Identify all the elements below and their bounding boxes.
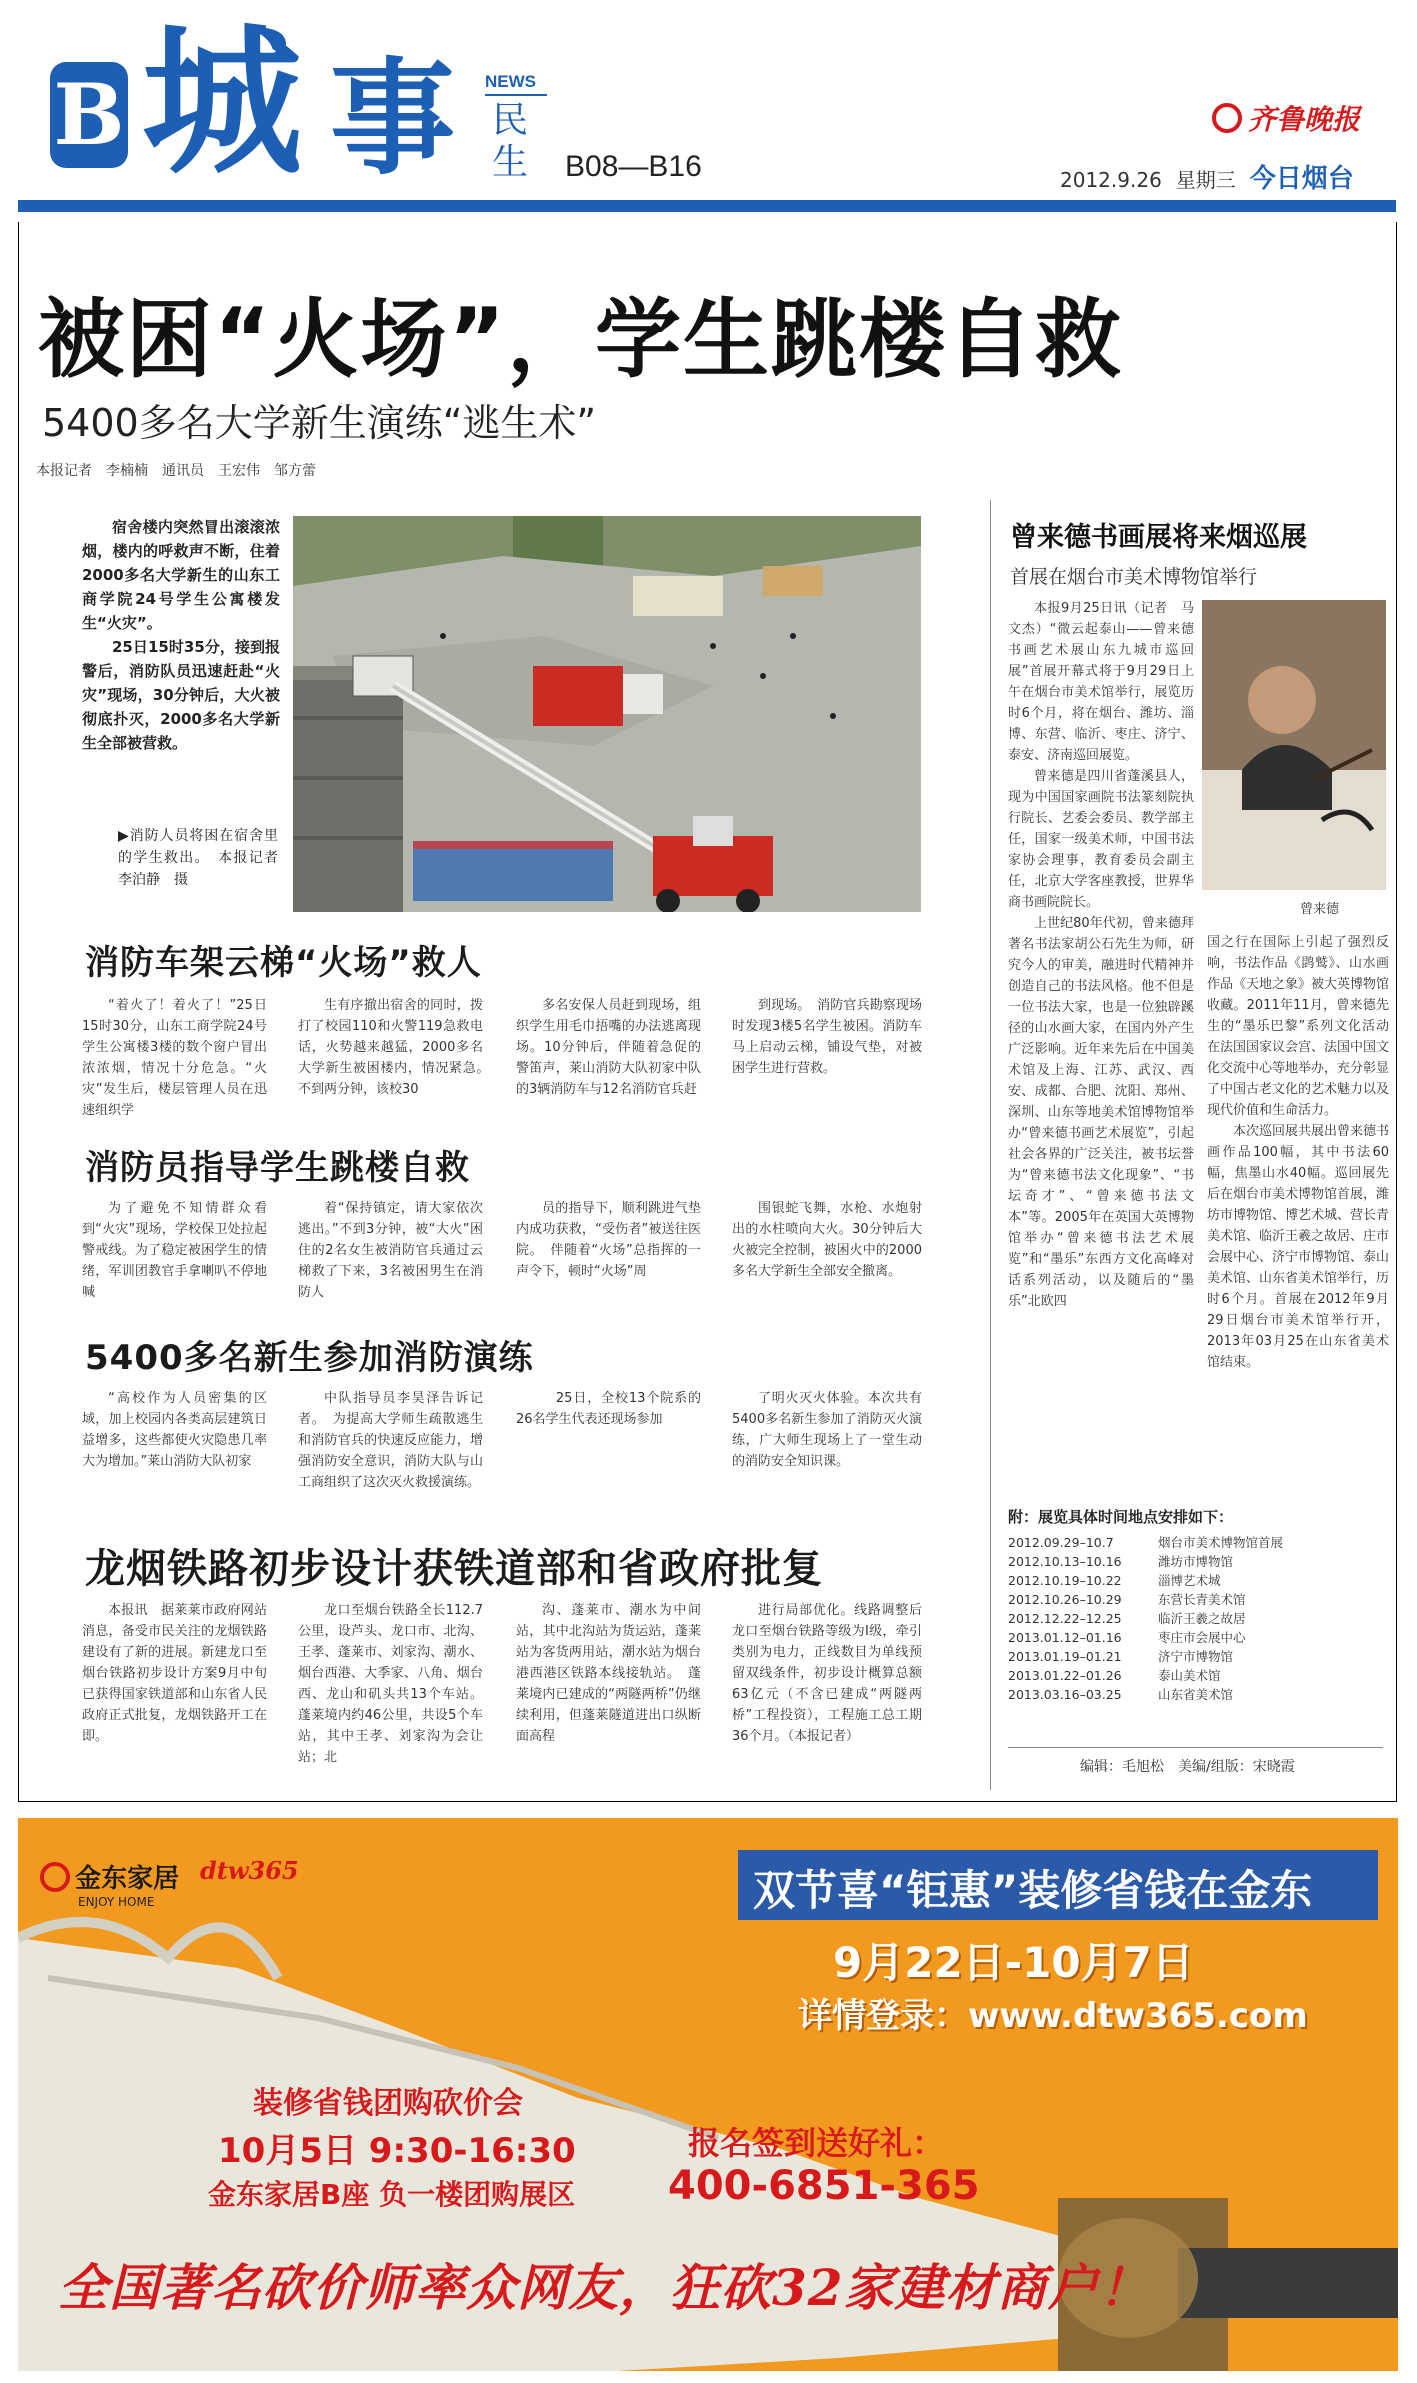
schedule-dates: 2012.09.29–10.7 xyxy=(1008,1535,1114,1550)
section-4-col-3 xyxy=(516,1600,701,1747)
portrait-caption: 曾来德 xyxy=(1300,902,1340,917)
schedule-dates: 2012.10.26–10.29 xyxy=(1008,1592,1122,1607)
section-4-text: 沟、蓬莱市、潮水为中间站，其中北沟站为货运站，蓬莱站为客货两用站，潮水站为烟台港西港区铁路本线接轨站。 蓬莱境内已建成的“两隧两桥”仍继续利用，但蓬莱隧道进出口纵断面高程 xyxy=(516,1603,701,1744)
section-3-text: 中队指导员李昊泽告诉记者。 为提高大学师生疏散逃生和消防官兵的快速反应能力，增强消防安全意识，消防大队与山工商组织了这次灭火救援演练。 xyxy=(298,1391,483,1490)
section-title-2: 事 xyxy=(330,47,455,192)
section-3-col-3 xyxy=(516,1388,701,1430)
brand-english: ENJOY HOME xyxy=(78,1895,155,1909)
lead-subheadline: 5400多名大学新生演练“逃生术” xyxy=(42,401,597,445)
ad-website: 详情登录：www.dtw365.com xyxy=(798,1996,1308,2036)
frame-right xyxy=(1396,222,1397,1802)
schedule-list xyxy=(1008,1533,1378,1704)
issue-date: 2012.9.26 xyxy=(1060,168,1162,192)
schedule-row xyxy=(1008,1590,1378,1609)
logo-icon xyxy=(1212,103,1242,133)
section-badge: B xyxy=(50,62,128,168)
section-2-text: 围银蛇飞舞，水枪、水炮射出的水柱喷向大火。30分钟后大火被完全控制，被困火中的2000多名大学新生全部安全撤离。 xyxy=(732,1201,922,1279)
schedule-dates: 2012.10.19–10.22 xyxy=(1008,1573,1122,1588)
brand-name: 金东家居 xyxy=(75,1864,180,1894)
portrait-photo xyxy=(1202,600,1386,890)
sidebar-para-2: 曾来德是四川省蓬溪县人，现为中国国家画院书法篆刻院执行院长、艺委会委员、教学部主任，国家一级美术师，中国书法家协会理事，教育委员会副主任，北京大学客座教授，世界华商书画院院长。 xyxy=(1008,769,1194,910)
lead-photo xyxy=(293,516,921,912)
schedule-venue: 山东省美术馆 xyxy=(1158,1687,1234,1702)
ad-event-time: 10月5日 9:30-16:30 xyxy=(218,2131,576,2171)
section-1-text: “着火了！着火了！”25日15时30分，山东工商学院24号学生公寓楼3楼的数个窗户冒出浓浓烟，情况十分危急。“火灾”发生后，楼层管理人员在迅速组织学 xyxy=(82,998,267,1118)
section-2-text: 着“保持镇定，请大家依次逃出。”不到3分钟，被“大火”困住的2名女生被消防官兵通过云梯救了下来，3名被困男生在消防人 xyxy=(298,1201,483,1300)
paper-logo xyxy=(1212,98,1360,138)
frame-left xyxy=(18,222,19,1802)
section-2-col-1 xyxy=(82,1198,267,1303)
paper-name: 齐鲁晚报 xyxy=(1248,103,1361,136)
section-1-col-1 xyxy=(82,995,267,1121)
editor-line: 编辑：毛旭松 美编/组版：宋晓霞 xyxy=(1080,1759,1295,1775)
sidebar-lead: 本报9月25日讯（记者 马文杰）“微云起泰山——曾来德书画艺术展山东九城市巡回展”首展开幕式将于9月29日上午在烟台市美术馆举行，展览历时6个月，将在烟台、潍坊、淄博、东营、临沂、枣庄、济宁、泰安、济南巡回展览。 xyxy=(1008,601,1194,763)
section-3-text: 了明火灭火体验。本次共有5400多名新生参加了消防灭火演练，广大师生现场上了一堂生动的消防安全知识课。 xyxy=(732,1391,922,1469)
section-2-text: 为了避免不知情群众看到“火灾”现场，学校保卫处拉起警戒线。为了稳定被困学生的情绪，军训团教官手拿喇叭不停地喊 xyxy=(82,1201,267,1300)
ad-event: 装修省钱团购砍价会 xyxy=(253,2086,523,2121)
section-4-col-4 xyxy=(732,1600,922,1747)
issue-line xyxy=(1060,158,1354,195)
frame-bottom xyxy=(18,1801,1397,1802)
schedule-venue: 枣庄市会展中心 xyxy=(1158,1630,1246,1645)
masthead xyxy=(0,0,1417,222)
section-4-col-2 xyxy=(298,1600,483,1768)
ad-phone: 400-6851-365 xyxy=(668,2163,980,2209)
schedule-venue: 泰山美术馆 xyxy=(1158,1668,1221,1683)
sidebar-para-4: 国之行在国际上引起了强烈反响，书法作品《鹍鹫》、山水画作品《天地之象》被大英博物馆收藏。2011年11月，曾来德先生的“墨乐巴黎”系列文化活动在法国国家议会宫、法国中国文化交流中心等地举办，充分彰显了中国古老文化的艺术魅力以及现代价值和生命活力。 xyxy=(1207,935,1390,1118)
lead-intro-1: 宿舍楼内突然冒出滚滚浓烟，楼内的呼救声不断，住着2000多名大学新生的山东工商学院24号学生公寓楼发生“火灾”。 xyxy=(82,518,280,632)
section-4-text: 进行局部优化。线路调整后龙口至烟台铁路等级为Ⅰ级，牵引类别为电力，正线数目为单线预留双线条件，初步设计概算总额63亿元（不含已建成“两隧两桥”工程投资），工程施工总工期36个月。（本报记者） xyxy=(732,1603,922,1744)
ad-headline: 双节喜“钜惠”装修省钱在金东 xyxy=(753,1866,1313,1915)
section-1-col-2 xyxy=(298,995,497,1100)
ad-event-place: 金东家居B座 负一楼团购展区 xyxy=(208,2178,576,2211)
section-1-text: 到现场。 消防官兵勘察现场时发现3楼5名学生被困。消防车马上启动云梯，铺设气垫，对被困学生进行营救。 xyxy=(732,998,922,1076)
brand-logo-icon xyxy=(40,1862,70,1892)
sidebar-para-5: 本次巡回展共展出曾来德书画作品100幅，其中书法60幅，焦墨山水40幅。巡回展先后在烟台市美术博物馆首展，潍坊市博物馆、博艺术城、营长青美术馆、临沂王羲之故居、庄市会展中心、济宁市博物馆、泰山美术馆、山东省美术馆举行，历时6个月。首展在2012年9月29日烟台市美术馆举行开，2013年03月25在山东省美术馆结束。 xyxy=(1207,1124,1390,1370)
section-1-col-3 xyxy=(516,995,701,1100)
section-3-text: 25日，全校13个院系的26名学生代表还现场参加 xyxy=(516,1391,701,1427)
issue-weekday: 星期三 xyxy=(1175,168,1236,192)
lead-headline: 被困“火场”，学生跳楼自救 xyxy=(38,290,1124,390)
schedule-venue: 烟台市美术博物馆首展 xyxy=(1158,1535,1284,1550)
ad-signup: 报名签到送好礼： xyxy=(688,2124,945,2162)
lead-intro-2: 25日15时35分，接到报警后，消防队员迅速赶赴“火灾”现场，30分钟后，大火被彻底扑灭，2000多名大学新生全部被营救。 xyxy=(82,638,280,752)
section-1-title: 消防车架云梯“火场”救人 xyxy=(85,943,482,983)
schedule-venue: 临沂王羲之故居 xyxy=(1158,1611,1246,1626)
schedule-row xyxy=(1008,1666,1378,1685)
edition-name: 今日烟台 xyxy=(1249,164,1354,194)
sidebar-subtitle: 首展在烟台市美术博物馆举行 xyxy=(1010,566,1258,588)
section-title-1: 城 xyxy=(142,9,303,196)
section-3-col-1 xyxy=(82,1388,267,1472)
editor-rule xyxy=(1008,1747,1383,1748)
schedule-venue: 东营长青美术馆 xyxy=(1158,1592,1246,1607)
section-3-text: “高校作为人员密集的区域，加上校园内各类高层建筑日益增多，这些都使火灾隐患几率大为增加。”莱山消防大队初家 xyxy=(82,1391,267,1469)
schedule-row xyxy=(1008,1571,1378,1590)
section-4-col-1 xyxy=(82,1600,267,1747)
schedule-venue: 淄博艺术城 xyxy=(1158,1573,1221,1588)
news-label: NEWS xyxy=(485,72,536,91)
schedule-dates: 2012.10.13–10.16 xyxy=(1008,1554,1122,1569)
schedule-row xyxy=(1008,1552,1378,1571)
sub-label: 民生 xyxy=(492,100,529,183)
schedule-row xyxy=(1008,1533,1378,1552)
sidebar-title: 曾来德书画展将来烟巡展 xyxy=(1010,522,1307,553)
schedule-dates: 2013.01.22–01.26 xyxy=(1008,1668,1122,1683)
section-2-text: 员的指导下，顺利跳进气垫内成功获救，“受伤者”被送往医院。 伴随着“火场”总指挥的一声令下，顿时“火场”周 xyxy=(516,1201,701,1279)
schedule-row xyxy=(1008,1628,1378,1647)
section-3-col-2 xyxy=(298,1388,483,1493)
sidebar-col-2 xyxy=(1207,932,1389,1373)
sidebar-divider xyxy=(990,500,991,1790)
section-1-col-4 xyxy=(732,995,922,1079)
lead-byline: 本报记者 李楠楠 通讯员 王宏伟 邹方蕾 xyxy=(36,463,316,479)
sidebar-col-1 xyxy=(1008,598,1194,1312)
ad-panel xyxy=(18,1818,1398,2371)
news-underline xyxy=(485,94,547,96)
lead-photo-caption xyxy=(118,825,292,891)
ad-partner-logo: dtw365 xyxy=(200,1856,299,1885)
sidebar-para-3: 上世纪80年代初，曾来德拜著名书法家胡公石先生为师，研究今人的审美，融进时代精神并创造自己的书法风格。他不但是一位书法大家，也是一位独辟蹊径的山水画大家，在国内外产生广泛影响。近年来先后在中国美术馆及上海、江苏、武汉、西安、成都、合肥、沈阳、郑州、深圳、山东等地美术馆博物馆举办“曾来德书画艺术展览”，引起社会各界的广泛关注，被书坛誉为“曾来德书法文化现象”、“书坛奇才”、“曾来德书法文本”等。2005年在英国大英博物馆举办“曾来德书法艺术展览”和“墨乐”东西方文化高峰对话系列活动，以及随后的“墨乐”北欧四 xyxy=(1008,916,1194,1309)
section-4-text: 本报讯 据莱莱市政府网站消息，备受市民关注的龙烟铁路建设有了新的进展。新建龙口至烟台铁路初步设计方案9月中旬已获得国家铁道部和山东省人民政府正式批复，龙烟铁路开工在即。 xyxy=(82,1603,267,1744)
schedule-dates: 2013.01.19–01.21 xyxy=(1008,1649,1122,1664)
ad-brand xyxy=(40,1858,179,1909)
calligrapher-portrait xyxy=(1202,600,1386,890)
fire-drill-photo xyxy=(293,516,921,912)
schedule-dates: 2013.01.12–01.16 xyxy=(1008,1630,1122,1645)
section-2-col-4 xyxy=(732,1198,922,1282)
masthead-rule xyxy=(18,200,1396,212)
photo-caption-text: ▶消防人员将困在宿舍里的学生救出。 本报记者 李泊静 摄 xyxy=(118,828,292,888)
section-1-text: 多名安保人员赶到现场，组织学生用毛巾捂嘴的办法逃离现场。10分钟后，伴随着急促的警笛声，莱山消防大队初家中队的3辆消防车与12名消防官兵赶 xyxy=(516,998,701,1097)
ad-dates: 9月22日-10月7日 xyxy=(833,1938,1194,1987)
section-2-col-2 xyxy=(298,1198,483,1303)
section-1-text: 生有序撤出宿舍的同时，拨打了校园110和火警119急救电话，火势越来越猛，2000多名大学新生被困楼内，情况紧急。 不到两分钟，该校30 xyxy=(298,998,497,1097)
schedule-row xyxy=(1008,1609,1378,1628)
schedule-row xyxy=(1008,1647,1378,1666)
section-3-col-4 xyxy=(732,1388,922,1472)
schedule-dates: 2012.12.22–12.25 xyxy=(1008,1611,1122,1626)
schedule-dates: 2013.03.16–03.25 xyxy=(1008,1687,1122,1702)
schedule-title: 附：展览具体时间地点安排如下： xyxy=(1008,1508,1234,1526)
section-2-col-3 xyxy=(516,1198,701,1282)
schedule-venue: 济宁市博物馆 xyxy=(1158,1649,1234,1664)
section-4-title: 龙烟铁路初步设计获铁道部和省政府批复 xyxy=(85,1546,823,1592)
page-range: B08—B16 xyxy=(565,150,702,183)
section-3-title: 5400多名新生参加消防演练 xyxy=(85,1338,534,1378)
section-2-title: 消防员指导学生跳楼自救 xyxy=(85,1148,470,1188)
ad-slogan: 全国著名砍价师率众网友，狂砍32家建材商户！ xyxy=(58,2258,1150,2317)
section-4-text: 龙口至烟台铁路全长112.7公里，设芦头、龙口市、北沟、王孝、蓬莱市、刘家沟、潮水、烟台西港、大季家、八角、烟台西、龙山和矶头共13个车站。蓬莱境内约46公里，共设5个车站，其中王孝、刘家沟为会让站；北 xyxy=(298,1603,483,1765)
schedule-venue: 潍坊市博物馆 xyxy=(1158,1554,1234,1569)
schedule-row xyxy=(1008,1685,1378,1704)
lead-intro xyxy=(82,515,280,755)
